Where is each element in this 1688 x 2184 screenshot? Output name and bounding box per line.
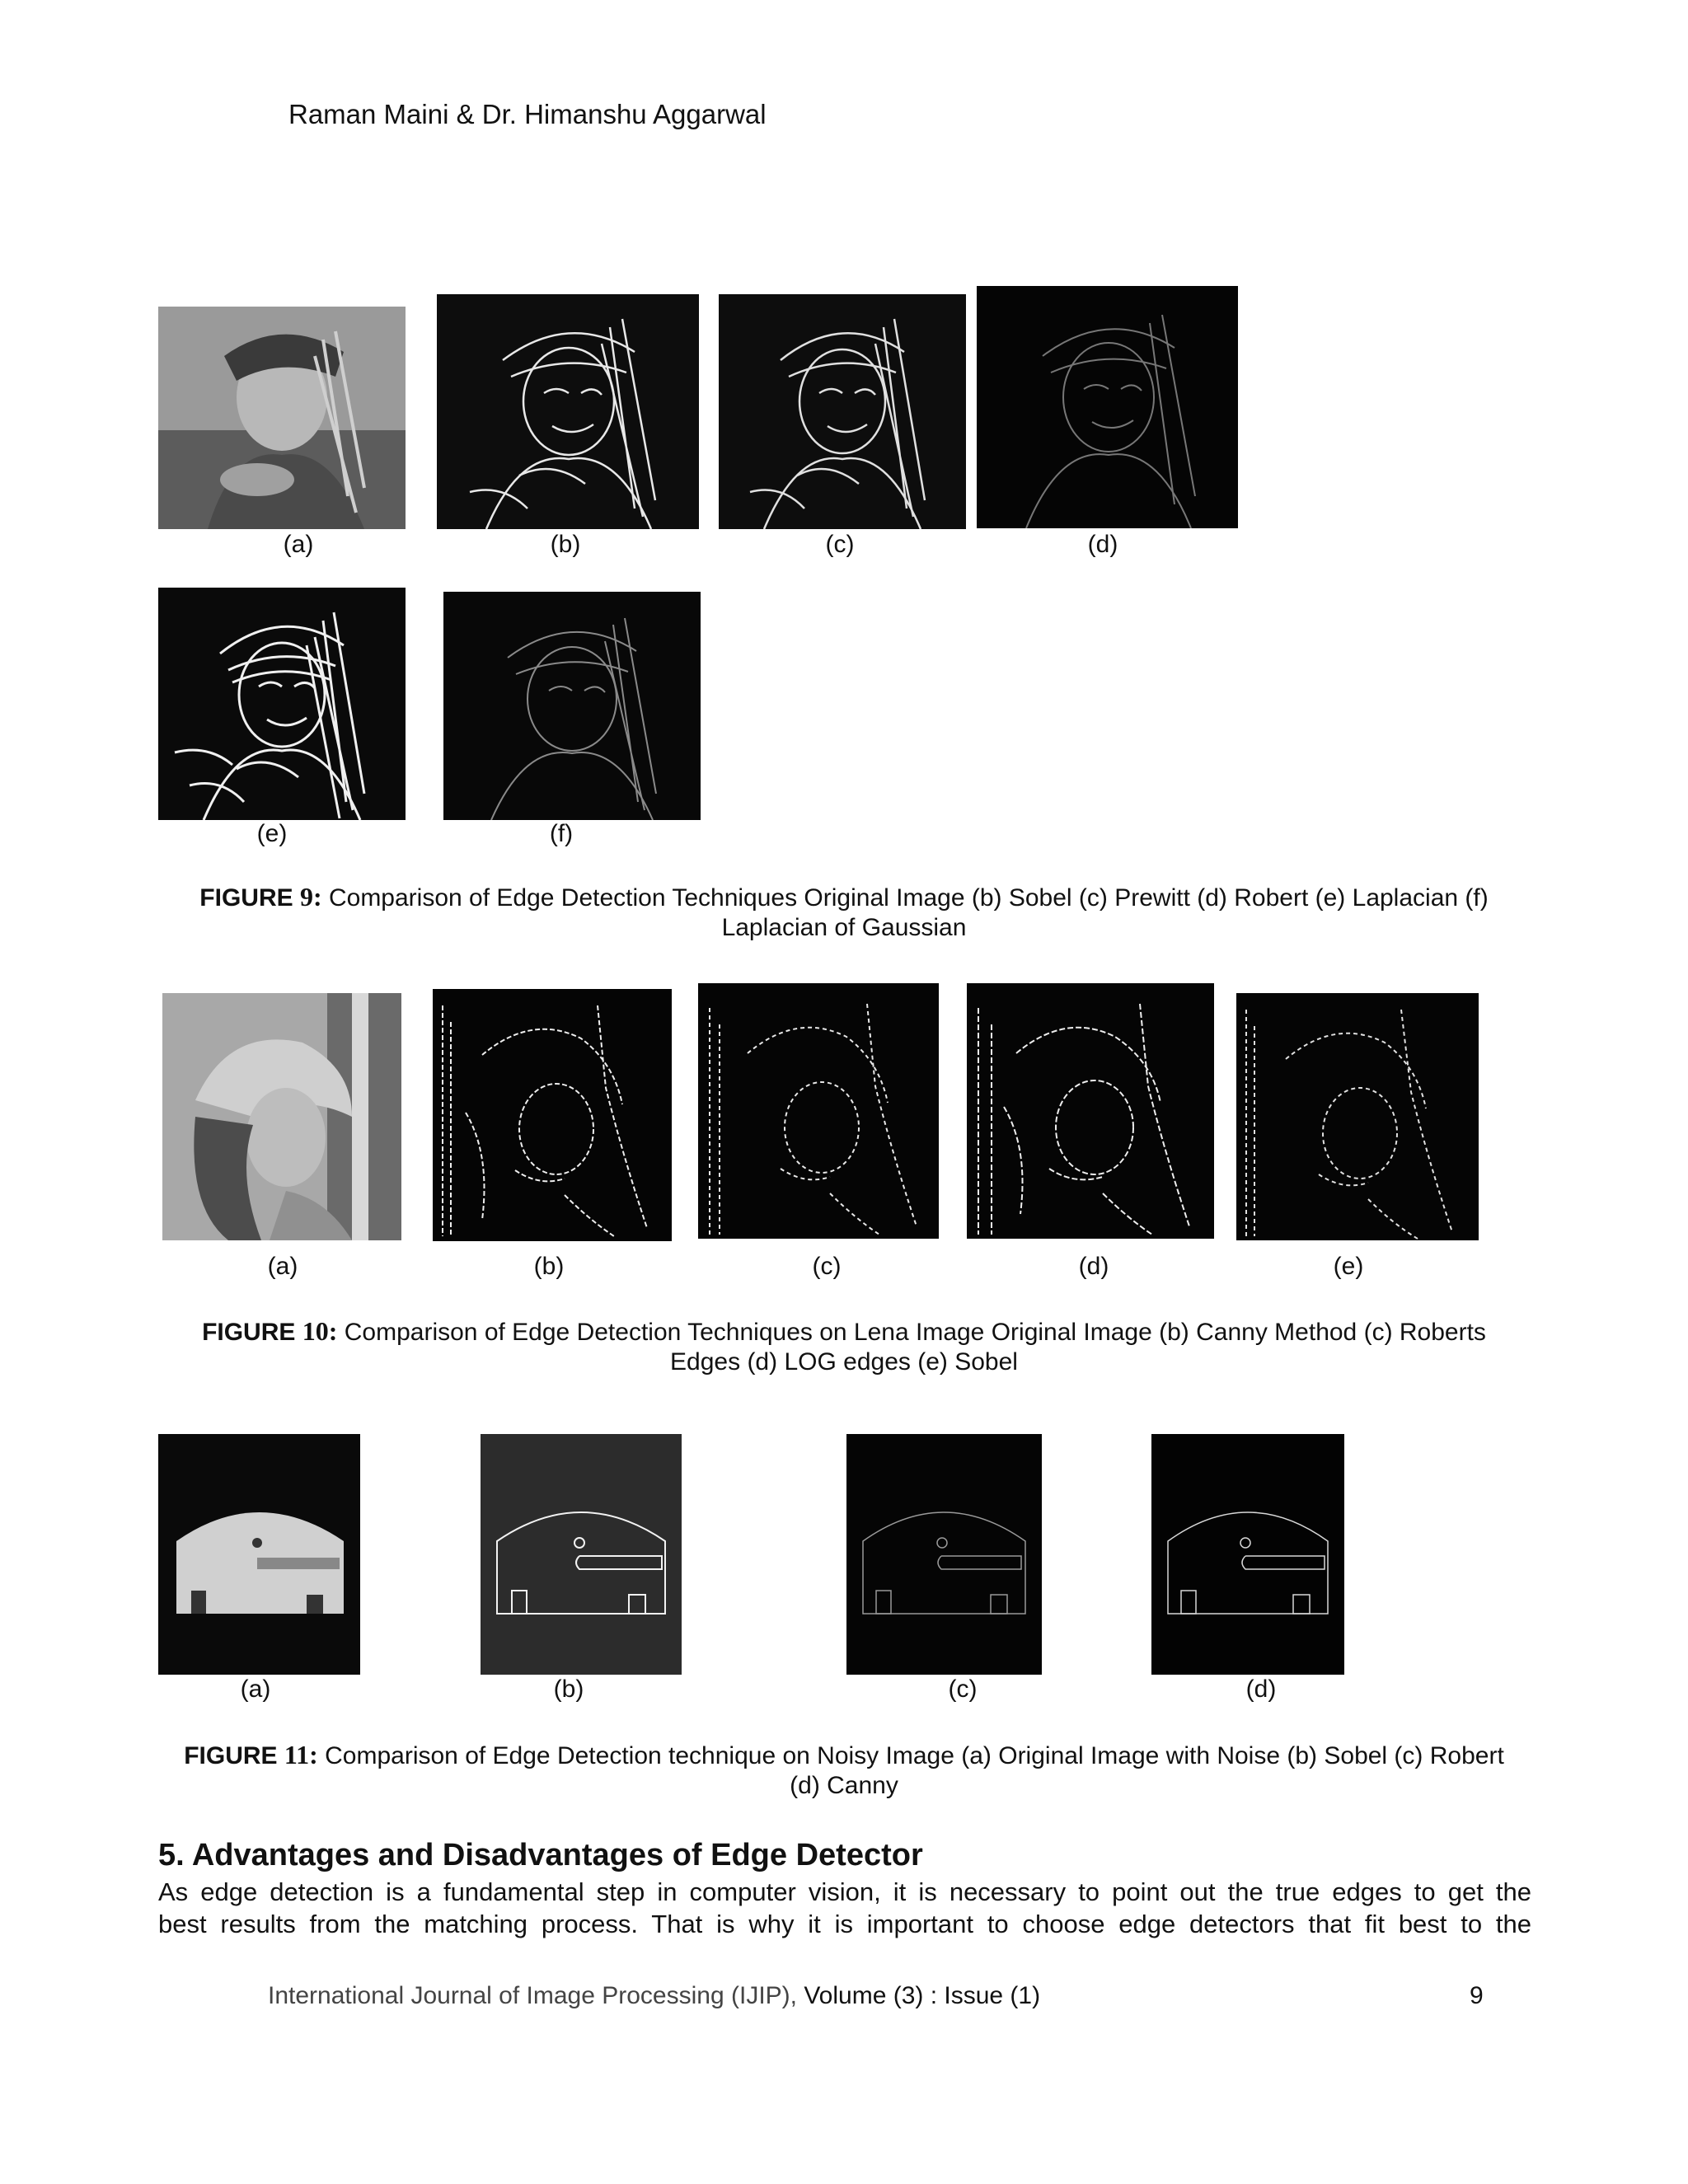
caption-line-2: (d) Canny — [790, 1772, 898, 1799]
fig10-sublabel-e: (e) — [1333, 1253, 1364, 1280]
fig9-sobel-image — [437, 294, 699, 529]
fig9-sublabel-a: (a) — [283, 531, 314, 558]
fig9-sublabel-b: (b) — [550, 531, 581, 558]
body-line-1: As edge detection is a fundamental step in computer vision, it is necessary to point out the true edges to get the — [158, 1877, 1531, 1906]
fig11-sublabel-b: (b) — [553, 1675, 584, 1703]
volume-issue: Volume (3) : Issue (1) — [804, 1982, 1041, 2009]
fig9-laplacian-image — [158, 588, 406, 820]
page-number: 9 — [1470, 1982, 1484, 2009]
figure-number: 9: — [299, 882, 322, 912]
caption-line-2: Laplacian of Gaussian — [721, 914, 967, 941]
fig11-sobel-image — [481, 1434, 682, 1675]
figure-label: FIGURE — [184, 1742, 278, 1769]
fig10-sublabel-a: (a) — [267, 1253, 298, 1280]
fig10-sublabel-c: (c) — [812, 1253, 842, 1280]
fig9-sublabel-f: (f) — [549, 820, 574, 847]
caption-line-1: Comparison of Edge Detection technique on Noisy Image (a) Original Image with Noise (b) Sobel (c) Robert — [325, 1742, 1504, 1769]
figure-number: 10: — [302, 1316, 338, 1346]
fig11-sublabel-a: (a) — [240, 1675, 271, 1703]
figure-10-caption — [157, 1316, 1531, 1377]
fig9-robert-image — [977, 286, 1238, 528]
caption-line-2: Edges (d) LOG edges (e) Sobel — [670, 1348, 1018, 1376]
journal-footer — [268, 1982, 1040, 2010]
fig11-noisy-original-image — [158, 1434, 360, 1675]
fig9-sublabel-c: (c) — [825, 531, 855, 558]
fig9-original-image — [158, 307, 406, 529]
fig9-prewitt-image — [719, 294, 966, 529]
fig9-sublabel-d: (d) — [1087, 531, 1118, 558]
fig10-canny-image — [433, 989, 672, 1241]
caption-line-1: Comparison of Edge Detection Techniques on Lena Image Original Image (b) Canny Method (c) Roberts — [344, 1319, 1486, 1346]
fig10-sobel-image — [1236, 993, 1479, 1240]
fig10-sublabel-d: (d) — [1078, 1253, 1109, 1280]
fig10-sublabel-b: (b) — [533, 1253, 565, 1280]
caption-line-1: Comparison of Edge Detection Techniques Original Image (b) Sobel (c) Prewitt (d) Robert (e) Laplacian (f) — [328, 884, 1489, 912]
figure-label: FIGURE — [202, 1319, 296, 1346]
fig11-sublabel-c: (c) — [948, 1675, 978, 1703]
body-line-2: best results from the matching process. That is why it is important to choose edge detectors that fit best to the — [158, 1910, 1531, 1938]
figure-11-caption — [157, 1740, 1531, 1801]
fig10-lena-original-image — [162, 993, 401, 1240]
fig9-sublabel-e: (e) — [256, 820, 288, 847]
figure-9-caption — [157, 882, 1531, 943]
fig10-roberts-image — [698, 983, 939, 1239]
fig11-canny-image — [1151, 1434, 1344, 1675]
figure-label: FIGURE — [199, 884, 293, 912]
fig11-robert-image — [846, 1434, 1042, 1675]
figure-number: 11: — [284, 1740, 318, 1769]
running-header: Raman Maini & Dr. Himanshu Aggarwal — [288, 99, 767, 129]
section-heading: 5. Advantages and Disadvantages of Edge Detector — [158, 1838, 923, 1872]
fig9-log-image — [443, 592, 701, 820]
journal-name: International Journal of Image Processing (IJIP), — [268, 1982, 804, 2009]
fig11-sublabel-d: (d) — [1245, 1675, 1277, 1703]
fig10-log-image — [967, 983, 1214, 1239]
section-body-text — [158, 1876, 1531, 1940]
